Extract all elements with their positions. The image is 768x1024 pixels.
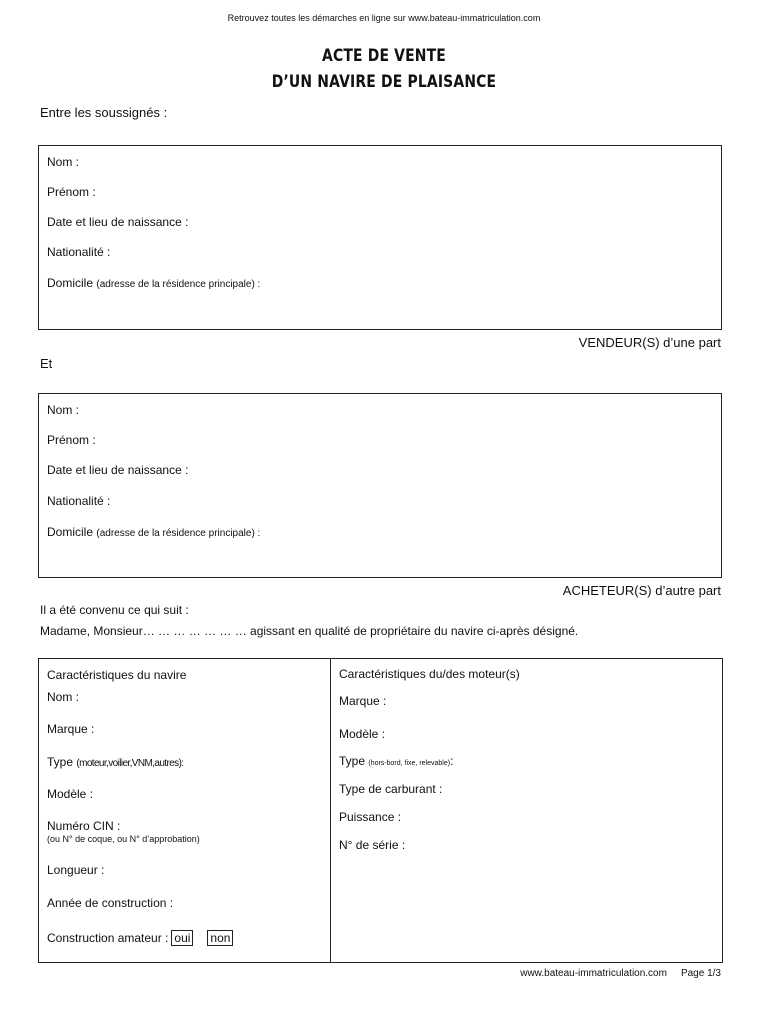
amateur-oui-checkbox[interactable]: oui bbox=[171, 930, 193, 946]
seller-naissance-field: Date et lieu de naissance : bbox=[47, 215, 189, 229]
buyer-naissance-field: Date et lieu de naissance : bbox=[47, 463, 189, 477]
buyer-domicile-label: Domicile bbox=[47, 525, 94, 539]
navire-amateur-label: Construction amateur : bbox=[47, 931, 169, 945]
seller-prenom-field: Prénom : bbox=[47, 185, 96, 199]
seller-role: VENDEUR(S) d’une part bbox=[578, 335, 721, 350]
navire-type-label: Type bbox=[47, 755, 74, 769]
seller-domicile-label: Domicile bbox=[47, 276, 94, 290]
navire-longueur-field: Longueur : bbox=[47, 863, 105, 877]
navire-annee-field: Année de construction : bbox=[47, 896, 174, 910]
document-subtitle: D’UN NAVIRE DE PLAISANCE bbox=[271, 72, 497, 92]
buyer-role: ACHETEUR(S) d’autre part bbox=[562, 583, 721, 598]
footer-page-number: Page 1/3 bbox=[680, 968, 721, 979]
buyer-nom-field: Nom : bbox=[47, 403, 80, 417]
moteur-marque-field: Marque : bbox=[339, 694, 387, 708]
moteur-puissance-field: Puissance : bbox=[339, 810, 402, 824]
navire-amateur-field bbox=[47, 930, 233, 946]
seller-domicile-note: (adresse de la résidence principale) : bbox=[96, 279, 261, 290]
moteur-type-colon: : bbox=[450, 754, 454, 768]
navire-nom-field: Nom : bbox=[47, 690, 80, 704]
navire-type-field bbox=[47, 755, 184, 769]
seller-nationalite-field: Nationalité : bbox=[47, 245, 111, 259]
moteur-type-note: (hors-bord, fixe, relevable) bbox=[368, 760, 451, 767]
navire-type-note: (moteur,voilier,VNM,autres): bbox=[76, 758, 184, 769]
header-note: Retrouvez toutes les démarches en ligne sur www.bateau-immatriculation.com bbox=[227, 13, 541, 23]
seller-domicile-field bbox=[47, 276, 260, 290]
navire-cin-note: (ou N° de coque, ou N° d’approbation) bbox=[47, 834, 200, 844]
seller-box bbox=[38, 145, 722, 330]
moteur-heading: Caractéristiques du/des moteur(s) bbox=[339, 667, 520, 681]
footer-site: www.bateau-immatriculation.com bbox=[520, 968, 667, 979]
characteristics-table bbox=[38, 658, 723, 963]
navire-modele-field: Modèle : bbox=[47, 787, 94, 801]
seller-nom-field: Nom : bbox=[47, 155, 80, 169]
buyer-prenom-field: Prénom : bbox=[47, 433, 96, 447]
column-divider bbox=[330, 659, 331, 962]
moteur-modele-field: Modèle : bbox=[339, 727, 386, 741]
moteur-carburant-field: Type de carburant : bbox=[339, 782, 443, 796]
convention-text: Il a été convenu ce qui suit : bbox=[40, 603, 189, 617]
document-title: ACTE DE VENTE bbox=[322, 46, 446, 66]
buyer-nationalite-field: Nationalité : bbox=[47, 494, 111, 508]
statement-text: Madame, Monsieur… … … … … … … agissant en qualité de propriétaire du navire ci-après désigné. bbox=[40, 624, 579, 638]
moteur-type-label: Type bbox=[339, 754, 366, 768]
intro-text: Entre les soussignés : bbox=[40, 105, 168, 120]
navire-cin-field: Numéro CIN : bbox=[47, 819, 121, 833]
navire-heading: Caractéristiques du navire bbox=[47, 668, 187, 682]
amateur-non-checkbox[interactable]: non bbox=[207, 930, 233, 946]
buyer-domicile-field bbox=[47, 525, 260, 539]
moteur-serie-field: N° de série : bbox=[339, 838, 406, 852]
page-footer bbox=[520, 968, 721, 979]
moteur-type-field bbox=[339, 754, 453, 768]
buyer-box bbox=[38, 393, 722, 578]
buyer-domicile-note: (adresse de la résidence principale) : bbox=[96, 528, 261, 539]
navire-marque-field: Marque : bbox=[47, 722, 95, 736]
et-text: Et bbox=[40, 356, 53, 371]
